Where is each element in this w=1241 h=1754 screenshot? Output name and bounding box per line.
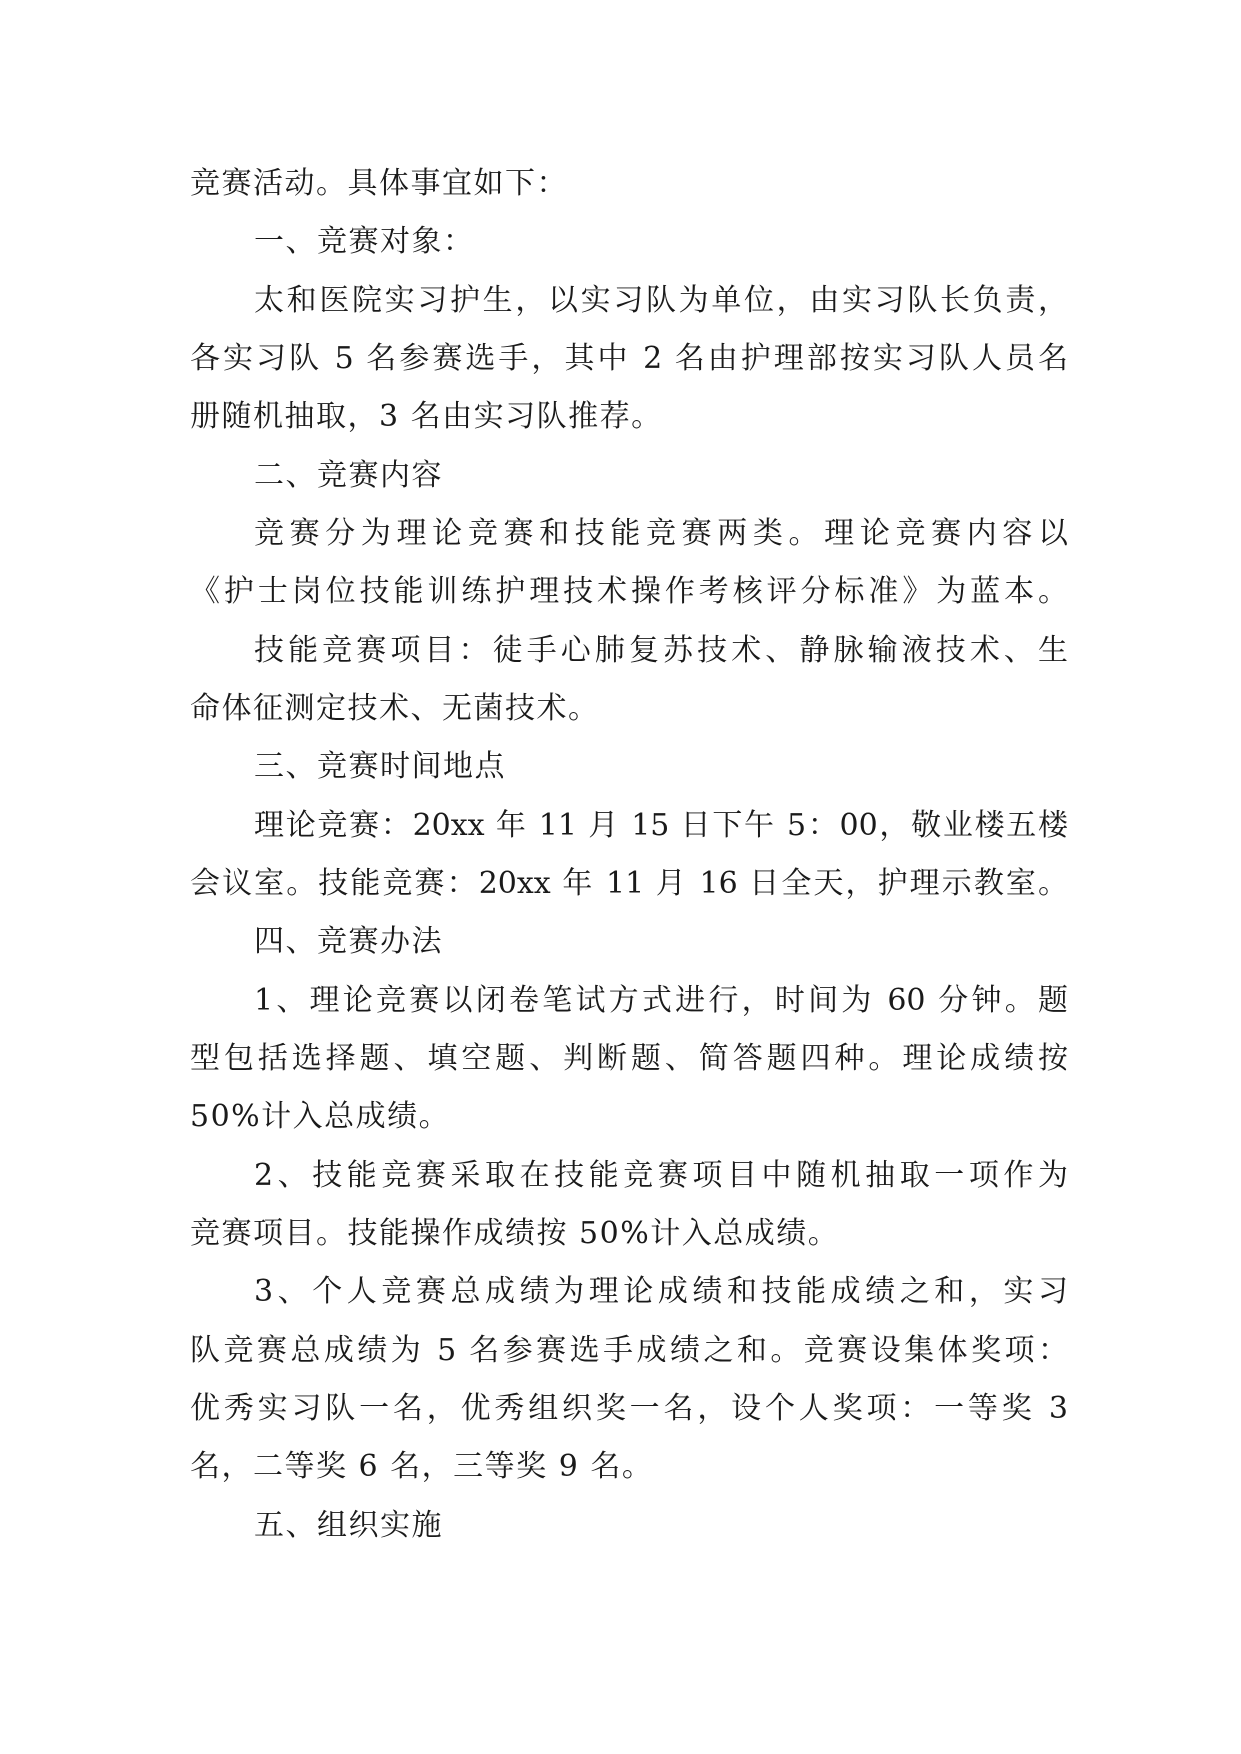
text-line: 优秀实习队一名，优秀组织奖一名，设个人奖项：一等奖 3 [190, 1390, 1068, 1426]
text-line: 竞赛分为理论竞赛和技能竞赛两类。理论竞赛内容以 [254, 515, 1068, 551]
heading-line: 四、竞赛办法 [254, 924, 443, 960]
text-line: 3、个人竞赛总成绩为理论成绩和技能成绩之和，实习 [254, 1274, 1068, 1310]
paragraph-method-1 [190, 972, 1068, 1147]
section-heading-3 [190, 738, 1068, 796]
section-heading-1 [190, 213, 1068, 271]
paragraph-content [190, 505, 1068, 622]
text-line: 命体征测定技术、无菌技术。 [190, 690, 600, 726]
text-line: 册随机抽取，3 名由实习队推荐。 [190, 399, 663, 435]
text-line: 1、理论竞赛以闭卷笔试方式进行，时间为 60 分钟。题 [254, 982, 1068, 1018]
text-line: 竞赛活动。具体事宜如下： [190, 166, 568, 201]
text-line: 2、技能竞赛采取在技能竞赛项目中随机抽取一项作为 [254, 1157, 1068, 1193]
paragraph-intro-continuation [190, 155, 1068, 213]
text-line: 《护士岗位技能训练护理技术操作考核评分标准》为蓝本。 [190, 574, 1068, 610]
document-body [190, 155, 1068, 1555]
text-line: 技能竞赛项目：徒手心肺复苏技术、静脉输液技术、生 [254, 632, 1068, 668]
text-line: 50%计入总成绩。 [190, 1099, 451, 1135]
heading-line: 三、竞赛时间地点 [254, 749, 506, 785]
paragraph-method-3 [190, 1263, 1068, 1496]
paragraph-time-place [190, 797, 1068, 914]
text-line: 各实习队 5 名参赛选手，其中 2 名由护理部按实习队人员名 [190, 340, 1068, 376]
text-line: 理论竞赛：20xx 年 11 月 15 日下午 5：00，敬业楼五楼 [254, 807, 1068, 843]
text-line: 型包括选择题、填空题、判断题、简答题四种。理论成绩按 [190, 1040, 1068, 1076]
section-heading-2 [190, 447, 1068, 505]
paragraph-skill-items [190, 622, 1068, 739]
section-heading-5 [190, 1497, 1068, 1555]
text-line: 太和医院实习护生，以实习队为单位，由实习队长负责， [254, 282, 1068, 318]
text-line: 队竞赛总成绩为 5 名参赛选手成绩之和。竞赛设集体奖项： [190, 1332, 1068, 1368]
paragraph-method-2 [190, 1147, 1068, 1264]
heading-line: 五、组织实施 [254, 1507, 443, 1543]
section-heading-4 [190, 913, 1068, 971]
heading-line: 二、竞赛内容 [254, 457, 443, 493]
text-line: 会议室。技能竞赛：20xx 年 11 月 16 日全天，护理示教室。 [190, 865, 1068, 901]
heading-line: 一、竞赛对象： [254, 224, 475, 260]
text-line: 名，二等奖 6 名，三等奖 9 名。 [190, 1449, 654, 1485]
text-line: 竞赛项目。技能操作成绩按 50%计入总成绩。 [190, 1215, 840, 1251]
paragraph-participants [190, 272, 1068, 447]
